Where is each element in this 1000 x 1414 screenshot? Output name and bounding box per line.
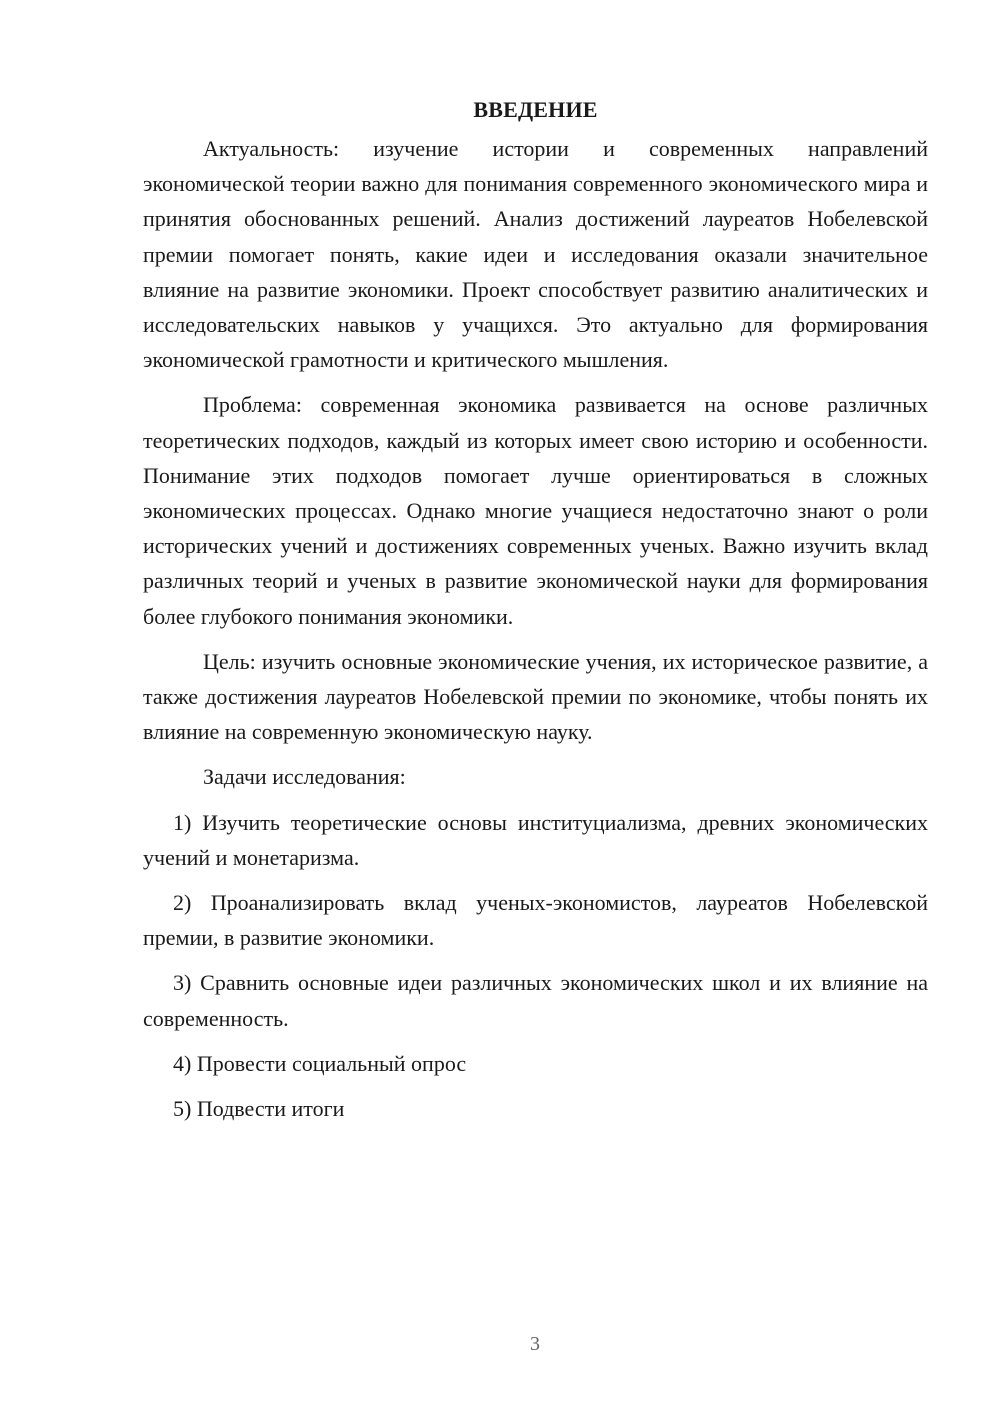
document-page [143,92,928,1136]
task-item-3: 3) Сравнить основные идеи различных экономических школ и их влияние на современность. [143,970,928,1031]
page-title: ВВЕДЕНИЕ [473,97,598,122]
paragraph-goal: Цель: изучить основные экономические учения, их историческое развитие, а также достижения лауреатов Нобелевской премии по экономике, чтобы понять их влияние на современную экономическую науку. [143,648,928,745]
task-item-5: 5) Подвести итоги [173,1096,345,1122]
page-number: 3 [530,1333,540,1355]
paragraph-problem: Проблема: современная экономика развивается на основе различных теоретических подходов, каждый из которых имеет свою историю и особенности. Понимание этих подходов помогает лучше ориентироваться в сложных экономических процессах. Однако многие учащиеся недостаточно знают о роли исторических учений и достижениях современных ученых. Важно изучить вклад различных теорий и ученых в развитие экономической науки для формирования более глубокого понимания экономики. [143,392,928,629]
tasks-heading: Задачи исследования: [203,764,406,790]
paragraph-relevance: Актуальность: изучение истории и современных направлений экономической теории важно для понимания современного экономического мира и принятия обоснованных решений. Анализ достижений лауреатов Нобелевской премии помогает понять, какие идеи и исследования оказали значительное влияние на развитие экономики. Проект способствует развитию аналитических и исследовательских навыков у учащихся. Это актуально для формирования экономической грамотности и критического мышления. [143,136,928,373]
task-item-2: 2) Проанализировать вклад ученых-экономистов, лауреатов Нобелевской премии, в развитие экономики. [143,890,928,951]
task-item-1: 1) Изучить теоретические основы институциализма, древних экономических учений и монетаризма. [143,809,928,870]
task-item-4: 4) Провести социальный опрос [173,1050,467,1076]
